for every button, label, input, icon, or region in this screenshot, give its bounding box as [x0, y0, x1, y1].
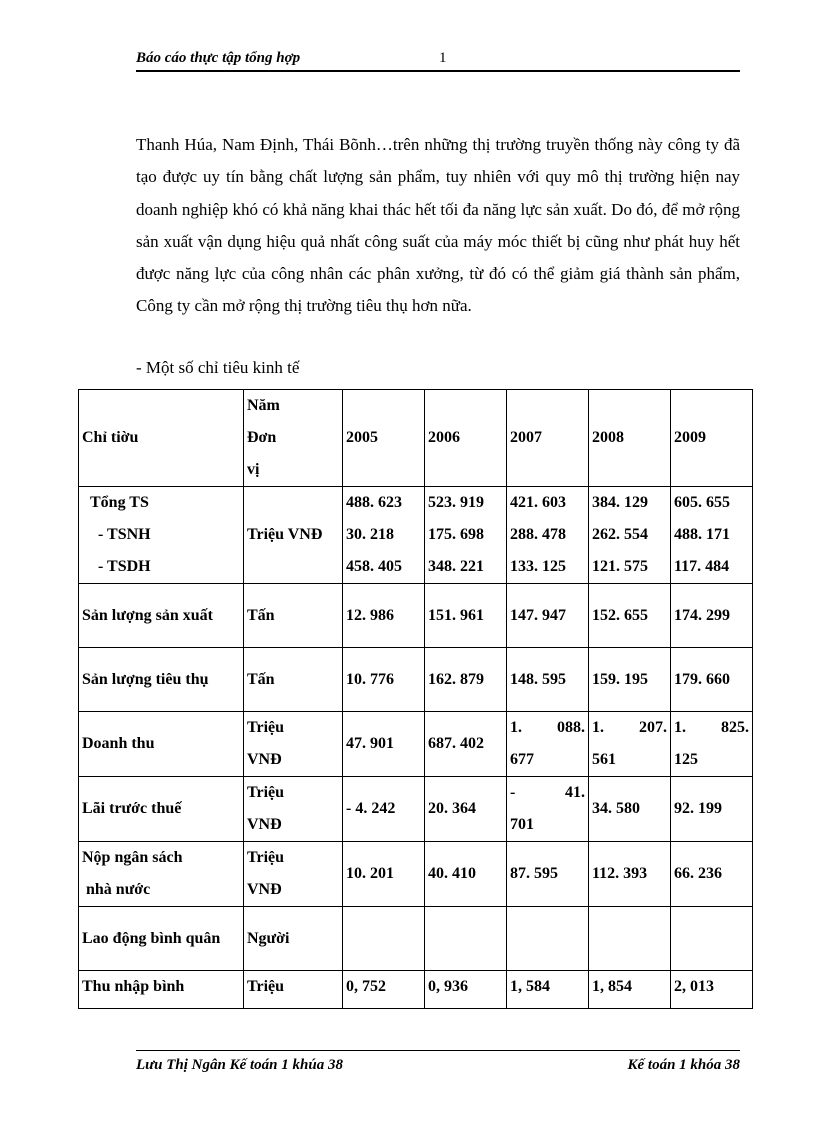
production-2005: 12. 986	[343, 584, 425, 648]
production-label: Sản lượng sản xuất	[79, 584, 244, 648]
footer-author: Lưu Thị Ngân Kế toán 1 khúa 38	[136, 1057, 343, 1073]
table-row-pretax-profit	[79, 777, 753, 842]
table-row-income	[79, 971, 753, 1009]
budget-2007: 87. 595	[507, 842, 589, 907]
footer-class: Kế toán 1 khóa 38	[627, 1057, 740, 1073]
section-subheading: - Một số chỉ tiêu kinh tế	[136, 358, 300, 377]
income-2008: 1, 854	[589, 971, 671, 1009]
income-2006: 0, 936	[425, 971, 507, 1009]
pretax-profit-label: Lãi trước thuế	[79, 777, 244, 842]
revenue-2005: 47. 901	[343, 712, 425, 777]
income-unit: Triệu	[244, 971, 343, 1009]
production-2008: 152. 655	[589, 584, 671, 648]
pretax-profit-2006: 20. 364	[425, 777, 507, 842]
revenue-2009: 1. 825. 125	[671, 712, 753, 777]
body-paragraph: Thanh Húa, Nam Định, Thái Bõnh…trên những thị trường truyền thống này công ty đã tạo được uy tín bằng chất lượng sản phẩm, tuy nhiên với quy mô thị trường hiện nay doanh nghiệp khó có khả năng khai thác hết tối đa năng lực sản xuất. Do đó, để mở rộng sản xuất vận dụng hiệu quả nhất công suất của máy móc thiết bị cũng như phát huy hết được năng lực của công nhân các phân xưởng, từ đó có thể giảm giá thành sản phẩm, Công ty cần mở rộng thị trường tiêu thụ hơn nữa.	[136, 135, 740, 316]
economic-indicators-table	[78, 389, 753, 1009]
total-assets-2009: 605. 655 488. 171 117. 484	[671, 487, 753, 584]
production-2006: 151. 961	[425, 584, 507, 648]
income-label: Thu nhập bình	[79, 971, 244, 1009]
labor-2009	[671, 907, 753, 971]
pretax-profit-2009: 92. 199	[671, 777, 753, 842]
labor-label: Lao động bình quân	[79, 907, 244, 971]
production-2007: 147. 947	[507, 584, 589, 648]
header-unit: Năm Đơn vị	[244, 390, 343, 487]
table-row-production	[79, 584, 753, 648]
production-2009: 174. 299	[671, 584, 753, 648]
labor-2008	[589, 907, 671, 971]
total-assets-2005: 488. 623 30. 218 458. 405	[343, 487, 425, 584]
sales-volume-2006: 162. 879	[425, 648, 507, 712]
labor-2006	[425, 907, 507, 971]
page-footer	[136, 1050, 740, 1077]
table-row-labor	[79, 907, 753, 971]
budget-label: Nộp ngân sách nhà nước	[79, 842, 244, 907]
header-title: Báo cáo thực tập tổng hợp	[136, 50, 301, 66]
sales-volume-2009: 179. 660	[671, 648, 753, 712]
revenue-label: Doanh thu	[79, 712, 244, 777]
total-assets-2007: 421. 603 288. 478 133. 125	[507, 487, 589, 584]
budget-2008: 112. 393	[589, 842, 671, 907]
income-2009: 2, 013	[671, 971, 753, 1009]
pretax-profit-unit: Triệu VNĐ	[244, 777, 343, 842]
revenue-2006: 687. 402	[425, 712, 507, 777]
budget-unit: Triệu VNĐ	[244, 842, 343, 907]
revenue-2007: 1. 088. 677	[507, 712, 589, 777]
header-year-2007: 2007	[507, 390, 589, 487]
pretax-profit-2007: - 41. 701	[507, 777, 589, 842]
revenue-2008: 1. 207. 561	[589, 712, 671, 777]
sales-volume-2007: 148. 595	[507, 648, 589, 712]
labor-unit: Người	[244, 907, 343, 971]
sales-volume-unit: Tấn	[244, 648, 343, 712]
header-year-2008: 2008	[589, 390, 671, 487]
income-2005: 0, 752	[343, 971, 425, 1009]
page-header	[136, 48, 740, 72]
budget-2005: 10. 201	[343, 842, 425, 907]
budget-2009: 66. 236	[671, 842, 753, 907]
income-2007: 1, 584	[507, 971, 589, 1009]
sales-volume-2008: 159. 195	[589, 648, 671, 712]
sales-volume-2005: 10. 776	[343, 648, 425, 712]
page-number: 1	[439, 50, 447, 66]
sales-volume-label: Sản lượng tiêu thụ	[79, 648, 244, 712]
header-year-2005: 2005	[343, 390, 425, 487]
table-row-budget	[79, 842, 753, 907]
table-header-row	[79, 390, 753, 487]
budget-2006: 40. 410	[425, 842, 507, 907]
pretax-profit-2005: - 4. 242	[343, 777, 425, 842]
labor-2005	[343, 907, 425, 971]
total-assets-unit: Triệu VNĐ	[244, 487, 343, 584]
header-year-2006: 2006	[425, 390, 507, 487]
total-assets-label: Tổng TS - TSNH - TSDH	[79, 487, 244, 584]
total-assets-2006: 523. 919 175. 698 348. 221	[425, 487, 507, 584]
table-row-total-assets	[79, 487, 753, 584]
total-assets-2008: 384. 129 262. 554 121. 575	[589, 487, 671, 584]
header-indicator: Chỉ tiờu	[79, 390, 244, 487]
table-row-revenue	[79, 712, 753, 777]
pretax-profit-2008: 34. 580	[589, 777, 671, 842]
revenue-unit: Triệu VNĐ	[244, 712, 343, 777]
labor-2007	[507, 907, 589, 971]
header-year-2009: 2009	[671, 390, 753, 487]
production-unit: Tấn	[244, 584, 343, 648]
table-row-sales-volume	[79, 648, 753, 712]
